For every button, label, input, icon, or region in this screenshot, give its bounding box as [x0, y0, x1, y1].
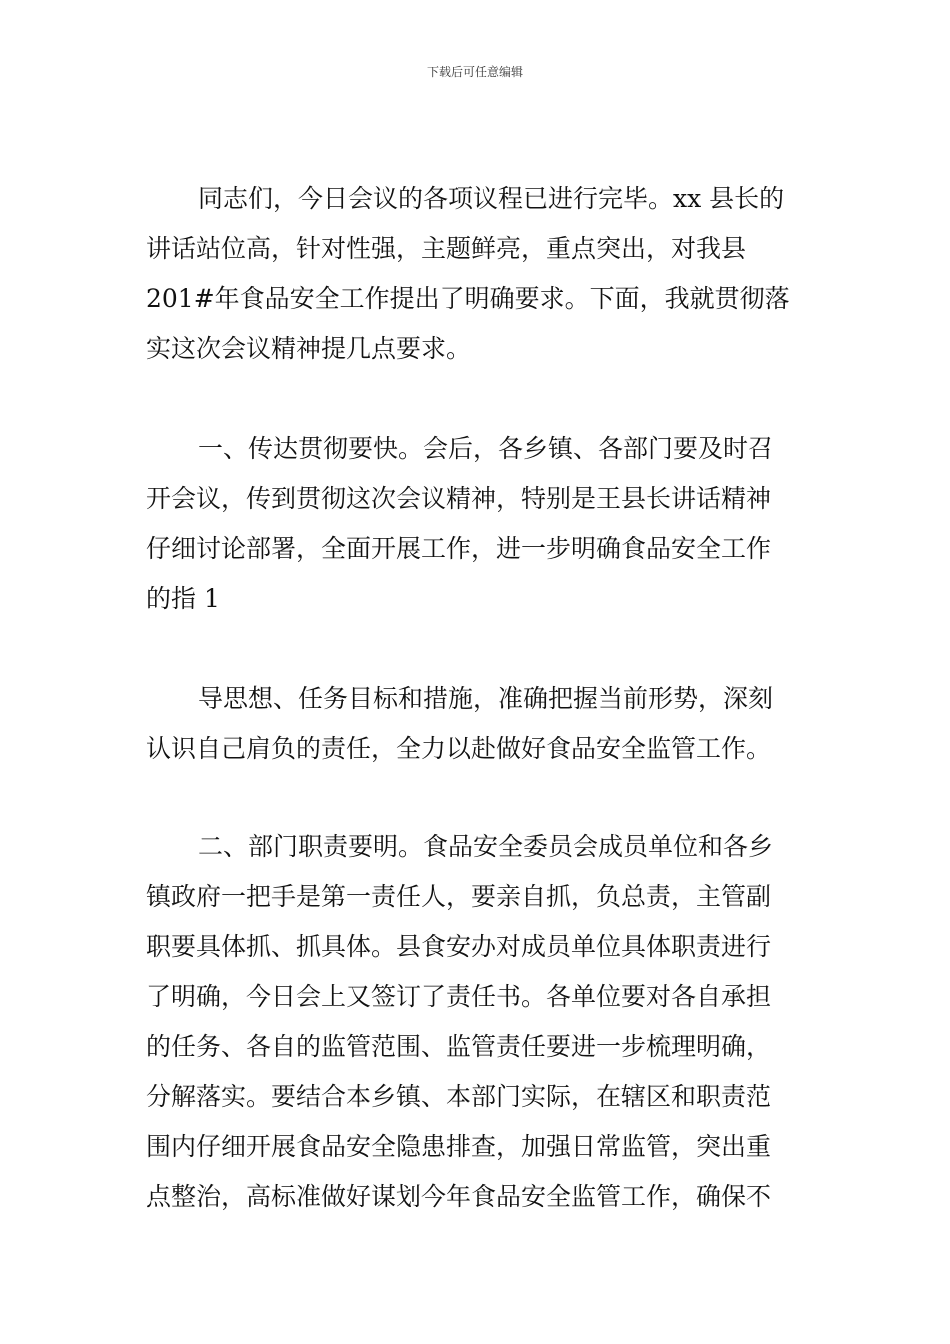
- page-header: 下载后可任意编辑: [426, 65, 523, 79]
- text-line: 职要具体抓、抓具体。县食安办对成员单位具体职责进行: [146, 932, 772, 961]
- text-line: 分解落实。要结合本乡镇、本部门实际，在辖区和职责范: [146, 1082, 772, 1111]
- text-line: 的任务、各自的监管范围、监管责任要进一步梳理明确，: [146, 1032, 772, 1061]
- text-line: 镇政府一把手是第一责任人，要亲自抓，负总责，主管副: [146, 882, 772, 911]
- text-line: 二、部门职责要明。食品安全委员会成员单位和各乡: [198, 832, 774, 861]
- text-line: 实这次会议精神提几点要求。: [146, 334, 472, 363]
- text-line: 一、传达贯彻要快。会后，各乡镇、各部门要及时召: [198, 434, 774, 463]
- text-line: 围内仔细开展食品安全隐患排查，加强日常监管，突出重: [146, 1132, 772, 1161]
- text-line: 仔细讨论部署，全面开展工作，进一步明确食品安全工作: [146, 534, 772, 563]
- text-line: 的指 1: [146, 584, 220, 613]
- text-line: 点整治，高标准做好谋划今年食品安全监管工作，确保不: [146, 1182, 772, 1211]
- text-line: 导思想、任务目标和措施，准确把握当前形势，深刻: [198, 684, 774, 713]
- text-line: 讲话站位高，针对性强，主题鲜亮，重点突出，对我县: [146, 234, 747, 263]
- text-line: 认识自己肩负的责任，全力以赴做好食品安全监管工作。: [146, 734, 772, 763]
- text-line: 同志们，今日会议的各项议程已进行完毕。xx 县长的: [198, 184, 785, 213]
- text-line: 开会议，传到贯彻这次会议精神，特别是王县长讲话精神: [146, 484, 772, 513]
- text-line: 了明确，今日会上又签订了责任书。各单位要对各自承担: [146, 982, 772, 1011]
- text-line: 201#年食品安全工作提出了明确要求。下面，我就贯彻落: [146, 284, 790, 313]
